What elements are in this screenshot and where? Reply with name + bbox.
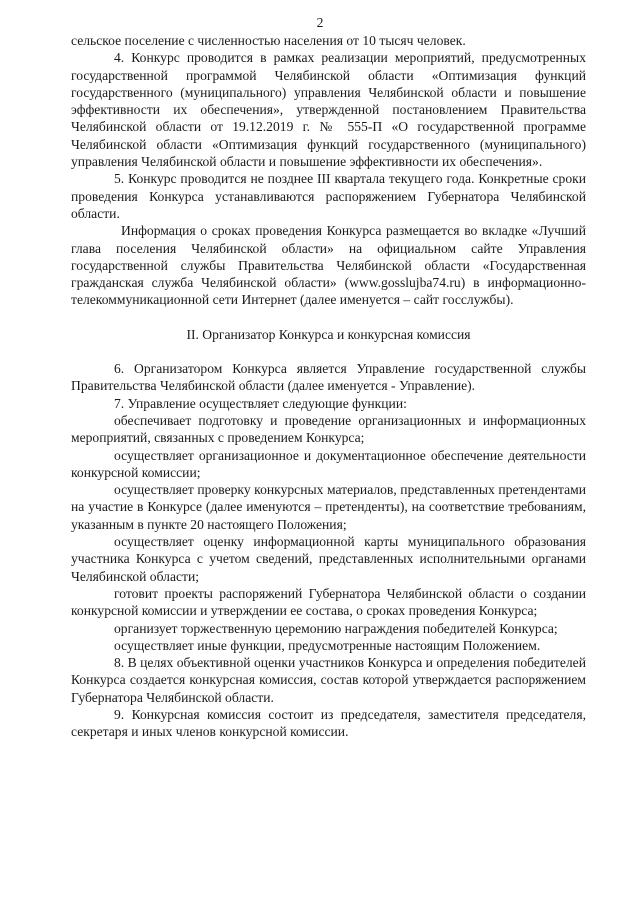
- function-item: обеспечивает подготовку и проведение организационных и информационных мероприятий, связанных с проведением Конкурса;: [71, 412, 586, 446]
- function-item: организует торжественную церемонию награждения победителей Конкурса;: [114, 620, 558, 636]
- paragraph-item-6: 6. Организатором Конкурса является Управление государственной службы Правительства Челябинской области (далее именуется - Управление).: [71, 361, 586, 394]
- paragraph-item-7: 7. Управление осуществляет следующие функции:: [114, 395, 407, 411]
- function-item: осуществляет оценку информационной карты муниципального образования участника Конкурса с учетом сведений, представленных исполнительными органами Челябинской области;: [71, 534, 586, 584]
- paragraph-continuation: сельское поселение с численностью населения от 10 тысяч человек.: [71, 33, 466, 48]
- page-number: 2: [316, 15, 324, 30]
- paragraph-item-5: 5. Конкурс проводится не позднее III квартала текущего года. Конкретные сроки проведения Конкурса устанавливаются распоряжением Губернатора Челябинской области.: [71, 171, 586, 221]
- document-body: [71, 32, 586, 741]
- paragraph-info-dates: Информация о сроках проведения Конкурса размещается во вкладке «Лучший глава поселения Челябинской области» на официальном сайте Управления государственной службы Правительства Челябинской области «Государственная гражданская служба Челябинской области» (www.gosslujba74.ru) в информационно-телекоммуникационной сети Интернет (далее именуется – сайт госслужбы).: [71, 223, 586, 308]
- function-item: осуществляет иные функции, предусмотренные настоящим Положением.: [114, 637, 541, 653]
- paragraph-item-9: 9. Конкурсная комиссия состоит из председателя, заместителя председателя, секретаря и иных членов конкурсной комиссии.: [71, 706, 586, 740]
- paragraph-item-8: 8. В целях объективной оценки участников Конкурса и определения победителей Конкурса создается конкурсная комиссия, состав которой утверждается распоряжением Губернатора Челябинской области.: [71, 655, 586, 705]
- function-item: готовит проекты распоряжений Губернатора Челябинской области о создании конкурсной комиссии и утверждении ее состава, о сроках проведения Конкурса;: [71, 585, 586, 619]
- section-heading: II. Организатор Конкурса и конкурсная комиссия: [186, 326, 471, 342]
- paragraph-item-4: 4. Конкурс проводится в рамках реализации мероприятий, предусмотренных государственной программой Челябинской области «Оптимизация функций государственного (муниципального) управления Челябинской области и повышение эффективности их обеспечения», утвержденной постановлением Правительства Челябинской области от 19.12.2019 г. № 555-П «О государственной программе Челябинской области «Оптимизация функций государственного (муниципального) управления Челябинской области и повышение эффективности их обеспечения».: [71, 50, 586, 170]
- function-item: осуществляет организационное и документационное обеспечение деятельности конкурсной комиссии;: [71, 447, 586, 480]
- function-item: осуществляет проверку конкурсных материалов, представленных претендентами на участие в Конкурсе (далее именуются – претенденты), на соответствие требованиям, указанным в пункте 20 настоящего Положения;: [71, 482, 586, 532]
